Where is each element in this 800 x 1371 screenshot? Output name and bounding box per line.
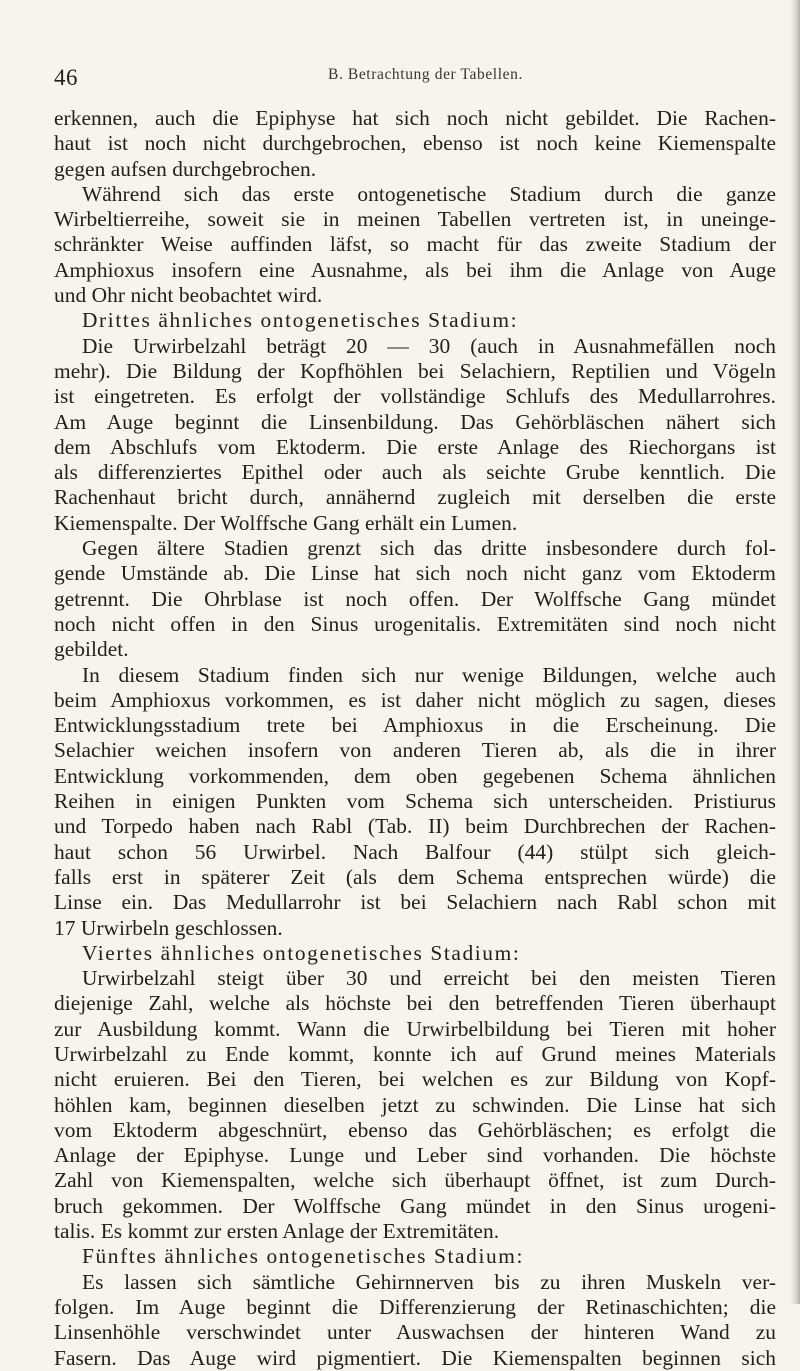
text-line: Gegen ältere Stadien grenzt sich das dritte insbesondere durch fol- bbox=[82, 536, 776, 561]
text-line: 17 Urwirbeln geschlossen. bbox=[54, 915, 283, 940]
text-line: ist eingetreten. Es erfolgt der vollständige Schlufs des Medullarrohres. bbox=[54, 384, 776, 409]
text-line: Anlage der Epiphyse. Lunge und Leber sind vorhanden. Die höchste bbox=[54, 1143, 776, 1168]
running-head: B. Betrachtung der Tabellen. bbox=[328, 66, 523, 83]
text-line: bruch gekommen. Der Wolffsche Gang mündet in den Sinus urogeni- bbox=[54, 1193, 776, 1218]
text-line: Während sich das erste ontogenetische Stadium durch die ganze bbox=[82, 181, 776, 206]
text-line: erkennen, auch die Epiphyse hat sich noch nicht gebildet. Die Rachen- bbox=[54, 106, 776, 130]
text-line: Entwicklungsstadium trete bei Amphioxus in die Erscheinung. Die bbox=[54, 713, 776, 738]
section-heading: Viertes ähnliches ontogenetisches Stadium: bbox=[82, 940, 521, 965]
text-line: Kiemenspalte. Der Wolffsche Gang erhält ein Lumen. bbox=[54, 510, 518, 535]
text-line: zur Ausbildung kommt. Wann die Urwirbelbildung bei Tieren mit hoher bbox=[54, 1016, 776, 1041]
body-text bbox=[54, 106, 776, 1371]
text-line: Linse ein. Das Medullarrohr ist bei Selachiern nach Rabl schon mit bbox=[54, 890, 776, 915]
text-line: haut schon 56 Urwirbel. Nach Balfour (44) stülpt sich gleich- bbox=[54, 839, 776, 864]
text-line: nicht eruieren. Bei den Tieren, bei welchen es zur Bildung von Kopf- bbox=[54, 1067, 776, 1092]
text-line: falls erst in späterer Zeit (als dem Schema entsprechen würde) die bbox=[54, 864, 776, 889]
text-line: gende Umstände ab. Die Linse hat sich noch nicht ganz vom Ektoderm bbox=[54, 561, 776, 586]
text-line: als differenziertes Epithel oder auch als seichte Grube kenntlich. Die bbox=[54, 460, 776, 485]
text-line: beim Amphioxus vorkommen, es ist daher nicht möglich zu sagen, dieses bbox=[54, 687, 776, 712]
text-line: noch nicht offen in den Sinus urogenitalis. Extremitäten sind noch nicht bbox=[54, 611, 776, 636]
text-line: gebildet. bbox=[54, 637, 129, 662]
page-number: 46 bbox=[54, 65, 78, 90]
text-line: Urwirbelzahl steigt über 30 und erreicht bei den meisten Tieren bbox=[82, 966, 776, 991]
section-heading: Fünftes ähnliches ontogenetisches Stadium: bbox=[82, 1244, 525, 1269]
text-line: Fasern. Das Auge wird pigmentiert. Die Kiemenspalten beginnen sich bbox=[54, 1345, 776, 1370]
text-line: talis. Es kommt zur ersten Anlage der Extremitäten. bbox=[54, 1219, 500, 1244]
text-line: und Ohr nicht beobachtet wird. bbox=[54, 283, 323, 308]
text-line: schränkter Weise auffinden läfst, so macht für das zweite Stadium der bbox=[54, 232, 776, 257]
text-line: höhlen kam, beginnen dieselben jetzt zu schwinden. Die Linse hat sich bbox=[54, 1092, 776, 1117]
page-gutter-shadow bbox=[790, 0, 800, 1304]
text-line: und Torpedo haben nach Rabl (Tab. II) beim Durchbrechen der Rachen- bbox=[54, 814, 776, 839]
text-line: Zahl von Kiemenspalten, welche sich überhaupt öffnet, ist zum Durch- bbox=[54, 1168, 776, 1193]
text-line: Reihen in einigen Punkten vom Schema sich unterscheiden. Pristiurus bbox=[54, 789, 776, 814]
text-line: Wirbeltierreihe, soweit sie in meinen Tabellen vertreten ist, in uneinge- bbox=[54, 207, 776, 232]
text-line: Rachenhaut bricht durch, annähernd zugleich mit derselben die erste bbox=[54, 485, 776, 510]
text-line: Urwirbelzahl zu Ende kommt, konnte ich auf Grund meines Materials bbox=[54, 1041, 776, 1066]
text-line: Selachier weichen insofern von anderen Tieren ab, als die in ihrer bbox=[54, 738, 776, 763]
text-line: dem Abschlufs vom Ektoderm. Die erste Anlage des Riechorgans ist bbox=[54, 434, 776, 459]
text-line: Die Urwirbelzahl beträgt 20 — 30 (auch in Ausnahmefällen noch bbox=[82, 333, 776, 358]
text-line: Es lassen sich sämtliche Gehirnnerven bis zu ihren Muskeln ver- bbox=[82, 1269, 776, 1294]
section-heading: Drittes ähnliches ontogenetisches Stadium: bbox=[82, 308, 519, 333]
text-line: haut ist noch nicht durchgebrochen, ebenso ist noch keine Kiemenspalte bbox=[54, 131, 776, 156]
text-line: folgen. Im Auge beginnt die Differenzierung der Retinaschichten; die bbox=[54, 1294, 776, 1319]
text-line: mehr). Die Bildung der Kopfhöhlen bei Selachiern, Reptilien und Vögeln bbox=[54, 358, 776, 383]
text-line: In diesem Stadium finden sich nur wenige Bildungen, welche auch bbox=[82, 662, 776, 687]
text-line: Entwicklung vorkommenden, dem oben gegebenen Schema ähnlichen bbox=[54, 763, 776, 788]
text-line: vom Ektoderm abgeschnürt, ebenso das Gehörbläschen; es erfolgt die bbox=[54, 1117, 776, 1142]
text-line: getrennt. Die Ohrblase ist noch offen. Der Wolffsche Gang mündet bbox=[54, 586, 776, 611]
text-line: Am Auge beginnt die Linsenbildung. Das Gehörbläschen nähert sich bbox=[54, 409, 776, 434]
text-line: Amphioxus insofern eine Ausnahme, als bei ihm die Anlage von Auge bbox=[54, 257, 776, 282]
text-line: Linsenhöhle verschwindet unter Auswachsen der hinteren Wand zu bbox=[54, 1320, 776, 1345]
text-line: diejenige Zahl, welche als höchste bei den betreffenden Tieren überhaupt bbox=[54, 991, 776, 1016]
text-line: gegen aufsen durchgebrochen. bbox=[54, 156, 317, 181]
